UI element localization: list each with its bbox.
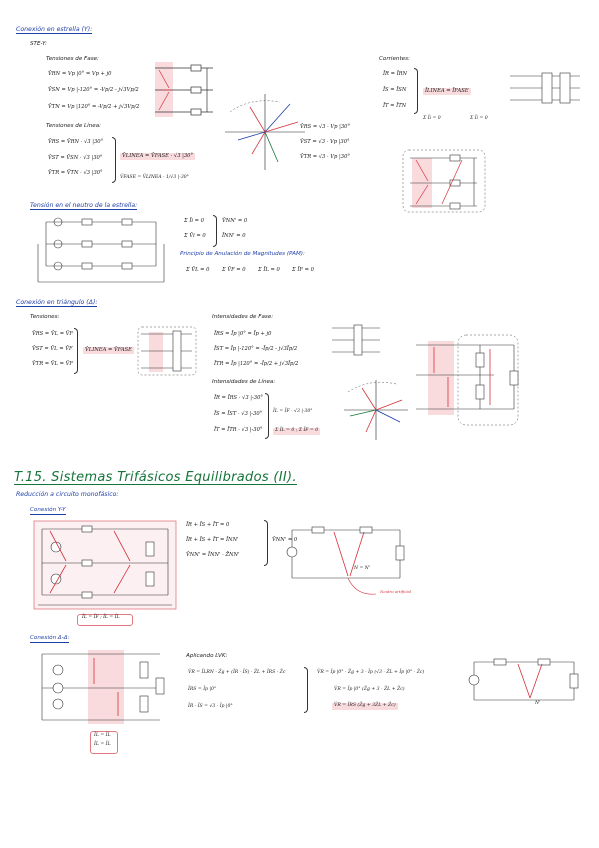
phase-voltage-s: V̄SN = Vp |-120° = -Vp/2 - j√3Vp/2 [48,87,139,93]
delta-load-diagram [137,326,197,376]
phase-current-title: Intensidades de Fase: [212,314,274,320]
phase-current-tr: ĪTR = Īp |120° = -Īp/2 + j√3Īp/2 [214,361,299,367]
reduction-subtitle: Reducción a circuito monofásico: [16,491,119,498]
yy-title: Conexión Y-Y [30,507,66,513]
dd-res-1: V̄R = Īp |0° · Z̄g + 3 · Īp (√3 · Z̄L + Īp |0° · Z̄c) [317,670,425,675]
neutral-eq-2: Σ V̄i = 0 [184,233,206,239]
dd-res-2: V̄R = Īp |0° (Z̄g + 3 · Z̄L + Z̄c) [334,687,405,692]
chapter-title-t15: T.15. Sistemas Trifásicos Equilibrados (II). [14,470,297,485]
phase-current-rs: ĪRS = Īp |0° = Īp + j0 [214,331,272,337]
line-voltage-title: Tensiones de Línea: [46,123,102,129]
yy-eq-1: ĪR + ĪS + ĪT = 0 [186,522,230,528]
line-current-result: ĪL = ĪF · √3 |-30° [273,409,313,414]
brace [74,328,78,374]
yy-eq-2: ĪR + ĪS + ĪT = ĪNN' [186,537,239,543]
brace [213,215,217,247]
line-voltage-rs: V̄RS = V̄RN · √3 |30° [48,139,104,145]
section-title-neutral: Tensión en el neutro de la estrella: [30,202,138,209]
line-current-r: ĪR = ĪRS · √3 |-30° [214,395,264,401]
yy-circuit-diagram [32,517,178,613]
phasor-diagram-delta [340,378,412,442]
dd-res-3: V̄R = ĪRS (Z̄g + 3Z̄L + Z̄c) [334,703,396,708]
delta-circuit-diagram [414,333,520,427]
currents-sum-2: Σ Īi = 0 [470,116,488,121]
pam-4: Σ ĪF = 0 [292,267,314,273]
line-current-t: ĪT = ĪTR · √3 |-30° [214,427,263,433]
brace [112,137,116,183]
line-voltage-st: V̄ST = V̄SN · √3 |30° [48,155,103,161]
subsection-ste-y: STE-Y: [30,41,47,47]
brace [265,393,269,439]
brace [304,667,308,713]
yy-nn-label: N = N' [354,566,371,571]
yy-box-text: ĪL = ĪF ; ĪL = ĪL [82,615,120,620]
delta-v-rs: V̄RS = V̄L = V̄F [32,331,74,337]
currents-title: Corrientes: [379,56,410,62]
neutral-result-2: ĪNN' = 0 [222,233,246,239]
phase-voltage-title: Tensiones de Fase: [46,56,99,62]
dd-box-2: ĪL = ĪL [94,742,111,747]
delta-voltages-title: Tensiones: [30,314,60,320]
phasor-eq-st: V̄ST = √3 · Vp |30° [300,139,350,145]
dd-eq-2: ĪRS = Īp |0° [188,687,217,692]
line-current-s: ĪS = ĪST · √3 |-30° [214,411,263,417]
brace [264,520,268,566]
section-title-delta: Conexión en triángulo (Δ): [16,299,98,306]
dd-box-1: ĪL = ĪL [94,733,111,738]
dd-n-label: N' [535,701,541,706]
dd-circuit-diagram [32,646,170,730]
line-voltage-tr: V̄TR = V̄TN · √3 |30° [48,170,103,176]
delta-small-circuit [330,322,384,360]
phase-voltage-r: V̄RN = Vp |0° = Vp + j0 [48,71,112,77]
phase-voltage-t: V̄TN = Vp |120° = -Vp/2 + j√3Vp/2 [48,104,140,110]
star-load-diagram [155,62,215,120]
neutral-result-1: V̄NN' = 0 [222,218,248,224]
current-t: ĪT = ĪTN [383,103,407,109]
neutral-eq-1: Σ Īi = 0 [184,218,204,224]
currents-sum-1: Σ Īi = 0 [423,116,441,121]
pam-1: Σ V̄L = 0 [186,267,210,273]
line-current-title: Intensidades de Línea: [212,379,276,385]
line-current-sum: Σ ĪL = 0 ; Σ ĪF = 0 [275,428,319,433]
neutral-circuit-diagram [36,212,166,284]
phasor-eq-tr: V̄TR = √3 · Vp |30° [300,154,350,160]
yy-eq-3: V̄NN' = ĪNN' · Z̄NN' [186,552,240,558]
delta-v-st: V̄ST = V̄L = V̄F [32,346,73,352]
pam-title: Principio de Anulación de Magnitudes (PAM): [180,251,305,257]
phase-current-st: ĪST = Īp |-120° = -Īp/2 - j√3Īp/2 [214,346,298,352]
line-voltage-note: V̄FASE = V̄LINEA · 1/√3 |-30° [120,175,189,180]
phasor-diagram-star [220,92,310,172]
current-load-diagram [510,70,582,110]
delta-v-tr: V̄TR = V̄L = V̄F [32,361,73,367]
dd-title: Conexión Δ-Δ: [30,635,70,641]
phasor-eq-rs: V̄RS = √3 · Vp |30° [300,124,351,130]
dd-monophase-diagram [468,650,582,714]
star-circuit-dashed [402,148,486,214]
section-title-star: Conexión en estrella (Y): [16,26,93,33]
current-r: ĪR = ĪRN [383,71,408,77]
pam-3: Σ ĪL = 0 [258,267,280,273]
yy-monophase-diagram [286,516,410,608]
line-voltage-result: V̄LINEA = V̄FASE · √3 |30° [122,153,194,159]
delta-v-result: V̄LINEA = V̄FASE [85,347,132,353]
dd-subtitle: Aplicando LVK: [186,653,228,659]
dd-eq-3: ĪR - ĪS = √3 · Īp |0° [188,704,233,709]
dd-eq-1: V̄R = ĪLRN · Z̄g + (ĪR - ĪS) · Z̄L + ĪRS · Z̄c [188,670,286,675]
currents-result: ĪLINEA = ĪFASE [425,88,469,94]
yy-neutral-note: Neutro artificial [380,589,412,594]
pam-2: Σ V̄F = 0 [222,267,246,273]
yy-result: V̄NN' = 0 [272,537,298,543]
brace [414,68,418,114]
current-s: ĪS = ĪSN [383,87,407,93]
